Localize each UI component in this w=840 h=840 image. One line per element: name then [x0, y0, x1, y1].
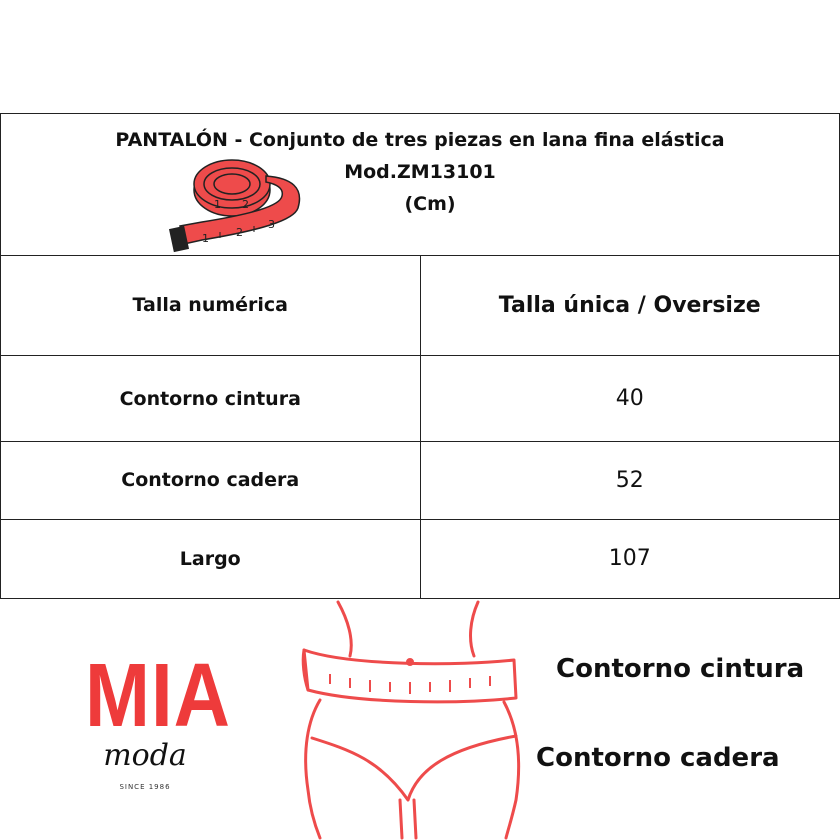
row-label: Contorno cintura	[1, 355, 421, 441]
brand-sub: moda	[103, 738, 187, 773]
row-value: 52	[420, 442, 840, 519]
brand-logo	[85, 644, 231, 805]
table-header	[1, 114, 840, 256]
table-row	[1, 255, 840, 355]
tape-number: 2	[242, 198, 249, 211]
row-label: Contorno cadera	[1, 442, 421, 519]
row-label: Largo	[1, 519, 421, 598]
table-row	[1, 442, 840, 519]
size-value: Talla única / Oversize	[420, 255, 840, 355]
tape-number: 1	[214, 198, 221, 211]
legend-hip: Contorno cadera	[536, 743, 780, 773]
tape-number: 2	[236, 226, 243, 239]
brand-name: MIA	[85, 644, 231, 746]
size-label: Talla numérica	[1, 255, 421, 355]
brand-since: SINCE 1986	[119, 783, 171, 791]
row-value: 40	[420, 355, 840, 441]
table-row	[1, 355, 840, 441]
unit-label: (Cm)	[404, 193, 456, 215]
measuring-tape-icon	[162, 158, 312, 268]
legend-waist: Contorno cintura	[556, 654, 805, 684]
model-number: Mod.ZM13101	[344, 161, 496, 183]
size-table	[0, 113, 840, 599]
tape-number: 3	[268, 218, 275, 231]
table-row	[1, 519, 840, 598]
product-title: PANTALÓN - Conjunto de tres piezas en lana fina elástica	[115, 129, 725, 151]
row-value: 107	[420, 519, 840, 598]
body-outline-illustration	[290, 600, 540, 840]
tape-number: 1	[202, 232, 209, 245]
